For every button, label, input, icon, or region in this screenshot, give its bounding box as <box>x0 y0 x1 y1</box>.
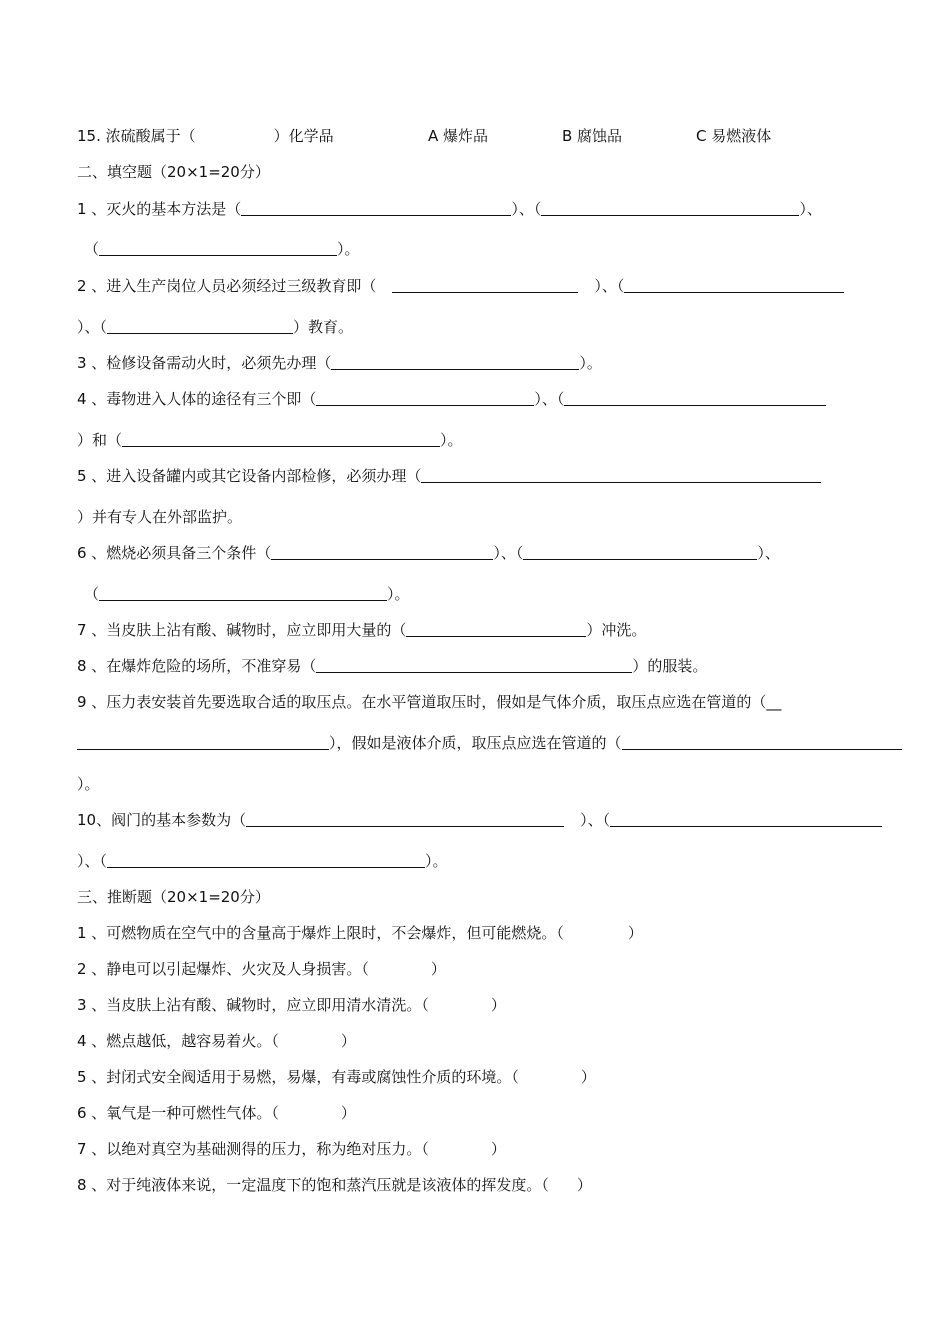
answer-blank[interactable] <box>392 278 578 293</box>
judge-close: ） <box>490 1140 506 1158</box>
answer-blank[interactable] <box>564 391 826 406</box>
q1-text-d: （ <box>84 240 100 258</box>
q5-text-b: ）并有专人在外部监护。 <box>77 508 243 526</box>
fill-question-10-cont <box>77 852 448 870</box>
answer-blank[interactable] <box>107 319 293 334</box>
answer-blank[interactable] <box>610 812 882 827</box>
fill-question-7 <box>77 621 646 639</box>
judge-text: 4 、燃点越低，越容易着火。（ <box>77 1032 279 1050</box>
fill-question-8 <box>77 657 707 675</box>
q7-text-b: ）冲洗。 <box>586 621 647 639</box>
answer-blank[interactable] <box>99 586 387 601</box>
judge-close: ） <box>576 1176 592 1194</box>
judge-close: ） <box>340 1032 356 1050</box>
q9-text-c: ）。 <box>77 775 100 793</box>
answer-blank[interactable] <box>122 432 440 447</box>
judge-text: 6 、氧气是一种可燃性气体。（ <box>77 1104 279 1122</box>
q4-text-a: 4 、毒物进入人体的途径有三个即（ <box>77 390 317 408</box>
judge-text: 1 、可燃物质在空气中的含量高于爆炸上限时，不会爆炸，但可能燃烧。（ <box>77 924 564 942</box>
judge-text: 2 、静电可以引起爆炸、火灾及人身损害。（ <box>77 960 369 978</box>
q6-text-b: ）、（ <box>493 544 524 562</box>
q15-prefix: 15. 浓硫酸属于（ <box>77 127 196 145</box>
q6-text-c: ）、 <box>757 544 780 562</box>
fill-question-6-cont <box>84 585 410 603</box>
q10-text-c: ）、（ <box>77 852 108 870</box>
fill-question-9-cont <box>77 734 902 752</box>
q15-suffix: ）化学品 <box>273 127 334 145</box>
q1-text-e: ）。 <box>337 240 360 258</box>
judge-question-1 <box>77 924 643 942</box>
section-3-title: 三、推断题（20×1=20分） <box>77 888 270 906</box>
q1-text-b: ）、（ <box>511 200 542 218</box>
fill-question-10 <box>77 811 882 829</box>
answer-blank[interactable] <box>271 545 493 560</box>
answer-blank[interactable] <box>107 853 425 868</box>
judge-question-2 <box>77 960 446 978</box>
fill-question-9-end <box>77 775 100 793</box>
q15-option-a: A 爆炸品 <box>428 127 489 145</box>
fill-question-6 <box>77 544 780 562</box>
fill-question-9 <box>77 693 781 711</box>
q4-text-d: ）。 <box>440 431 463 449</box>
q4-text-c: ）和（ <box>77 431 123 449</box>
fill-question-3 <box>77 354 602 372</box>
judge-question-8 <box>77 1176 592 1194</box>
answer-blank[interactable] <box>541 201 799 216</box>
q3-text-b: ）。 <box>579 354 602 372</box>
q9-text-b: ），假如是液体介质，取压点应选在管道的（ <box>329 734 622 752</box>
q15-option-b: B 腐蚀品 <box>562 127 623 145</box>
answer-blank[interactable] <box>241 201 511 216</box>
judge-close: ） <box>430 960 446 978</box>
fill-question-1 <box>77 200 822 218</box>
q1-text-a: 1 、灭火的基本方法是（ <box>77 200 242 218</box>
judge-question-4 <box>77 1032 356 1050</box>
fill-question-5-cont <box>77 508 242 526</box>
q8-text-a: 8 、在爆炸危险的场所，不准穿易（ <box>77 657 317 675</box>
answer-blank[interactable] <box>99 241 337 256</box>
q15-option-c: C 易燃液体 <box>696 127 772 145</box>
q2-text-d: ）教育。 <box>293 318 354 336</box>
fill-question-5 <box>77 467 821 485</box>
question-15 <box>77 127 334 145</box>
answer-blank[interactable] <box>622 735 902 750</box>
judge-close: ） <box>340 1104 356 1122</box>
fill-question-1-cont <box>84 240 360 258</box>
q2-text-b: ）、（ <box>594 277 625 295</box>
answer-blank[interactable] <box>316 391 534 406</box>
answer-blank[interactable] <box>421 468 821 483</box>
q6-text-d: （ <box>84 585 100 603</box>
fill-question-2-cont <box>77 318 353 336</box>
q4-text-b: ）、（ <box>534 390 565 408</box>
q10-text-b: ）、（ <box>580 811 611 829</box>
q10-text-d: ）。 <box>425 852 448 870</box>
q1-text-c: ）、 <box>799 200 822 218</box>
q2-text-c: ）、（ <box>77 318 108 336</box>
q6-text-e: ）。 <box>387 585 410 603</box>
q8-text-b: ）的服装。 <box>632 657 708 675</box>
judge-close: ） <box>627 924 643 942</box>
answer-blank[interactable] <box>316 658 632 673</box>
q3-text-a: 3 、检修设备需动火时，必须先办理（ <box>77 354 332 372</box>
answer-blank[interactable] <box>523 545 757 560</box>
judge-question-3 <box>77 996 506 1014</box>
answer-blank[interactable] <box>77 735 329 750</box>
answer-blank[interactable] <box>246 812 564 827</box>
judge-question-7 <box>77 1140 506 1158</box>
section-2-title: 二、填空题（20×1=20分） <box>77 163 270 181</box>
answer-blank[interactable] <box>406 622 586 637</box>
fill-question-2 <box>77 277 844 295</box>
judge-question-6 <box>77 1104 356 1122</box>
judge-text: 5 、封闭式安全阀适用于易燃，易爆，有毒或腐蚀性介质的环境。（ <box>77 1068 519 1086</box>
q2-text-a: 2 、进入生产岗位人员必须经过三级教育即（ <box>77 277 377 295</box>
judge-close: ） <box>580 1068 596 1086</box>
q6-text-a: 6 、燃烧必须具备三个条件（ <box>77 544 272 562</box>
q5-text-a: 5 、进入设备罐内或其它设备内部检修，必须办理（ <box>77 467 422 485</box>
fill-question-4-cont <box>77 431 463 449</box>
answer-blank[interactable] <box>624 278 844 293</box>
judge-text: 7 、以绝对真空为基础测得的压力，称为绝对压力。（ <box>77 1140 429 1158</box>
judge-text: 3 、当皮肤上沾有酸、碱物时，应立即用清水清洗。（ <box>77 996 429 1014</box>
judge-close: ） <box>490 996 506 1014</box>
q9-text-a: 9 、压力表安装首先要选取合适的取压点。在水平管道取压时，假如是气体介质，取压点应选在管道的（__ <box>77 693 782 711</box>
fill-question-4 <box>77 390 826 408</box>
q7-text-a: 7 、当皮肤上沾有酸、碱物时，应立即用大量的（ <box>77 621 407 639</box>
q10-text-a: 10、阀门的基本参数为（ <box>77 811 247 829</box>
judge-question-5 <box>77 1068 596 1086</box>
judge-text: 8 、对于纯液体来说，一定温度下的饱和蒸汽压就是该液体的挥发度。（ <box>77 1176 549 1194</box>
answer-blank[interactable] <box>331 355 579 370</box>
